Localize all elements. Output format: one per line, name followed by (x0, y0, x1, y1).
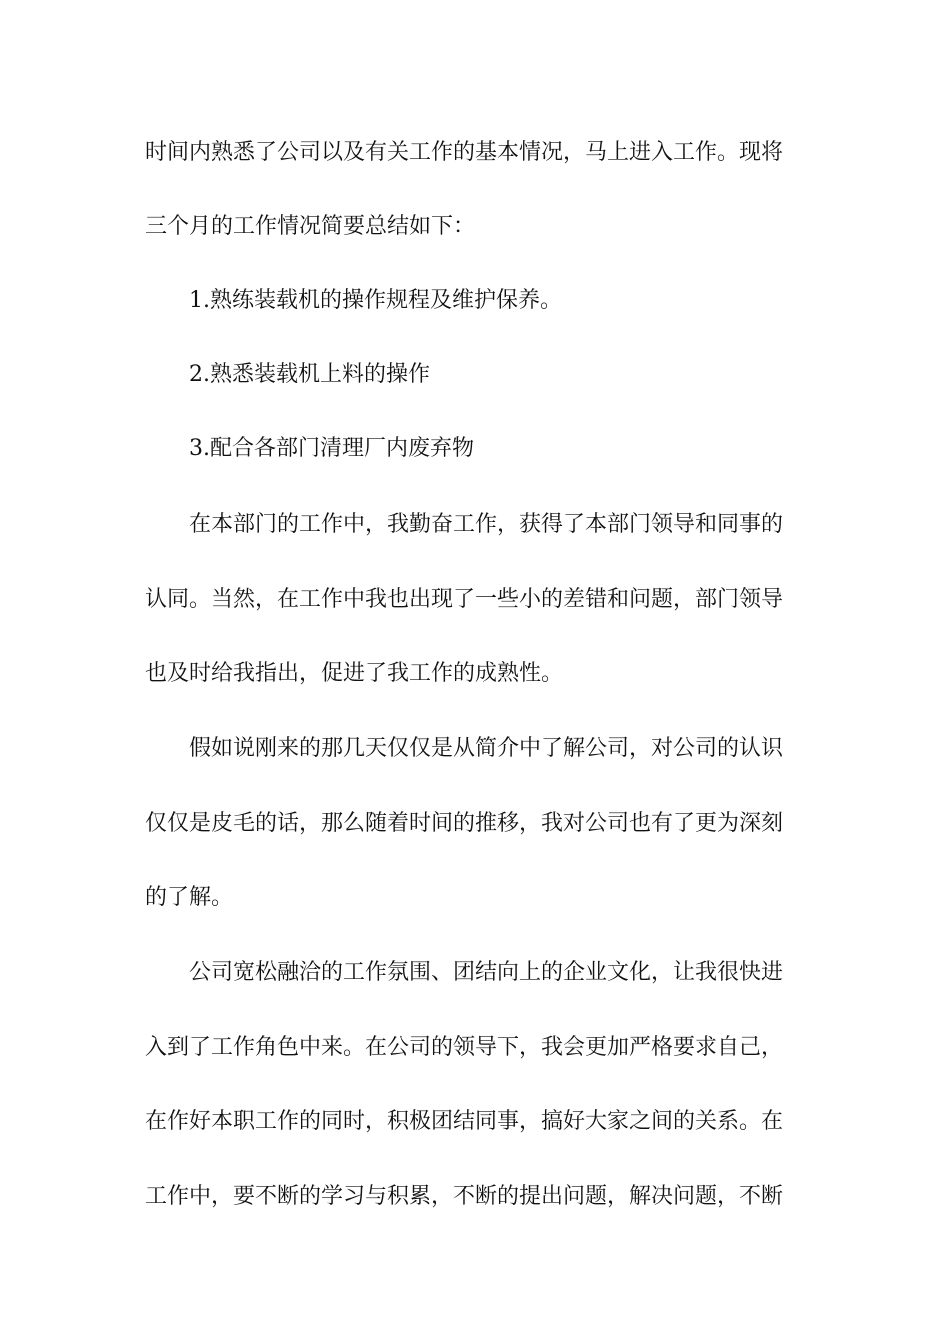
text-line: 三个月的工作情况简要总结如下： (145, 214, 476, 239)
text-line: 入到了工作角色中来。在公司的领导下，我会更加严格要求自己， (145, 1035, 784, 1060)
paragraph-first-line: 公司宽松融洽的工作氛围、团结向上的企业文化，让我很快进 (189, 960, 784, 985)
paragraph-first-line: 在本部门的工作中，我勤奋工作，获得了本部门领导和同事的 (189, 512, 784, 537)
text-line: 仅仅是皮毛的话，那么随着时间的推移，我对公司也有了更为深刻 (145, 811, 784, 836)
list-item: 3.配合各部门清理厂内废弃物 (189, 436, 474, 461)
text-line: 认同。当然，在工作中我也出现了一些小的差错和问题，部门领导 (145, 587, 784, 612)
paragraph-first-line: 假如说刚来的那几天仅仅是从简介中了解公司，对公司的认识 (189, 736, 784, 761)
text-line: 时间内熟悉了公司以及有关工作的基本情况，马上进入工作。现将 (145, 140, 784, 165)
text-line: 的了解。 (145, 885, 234, 910)
text-line: 工作中，要不断的学习与积累，不断的提出问题，解决问题，不断 (145, 1184, 784, 1209)
text-line: 也及时给我指出，促进了我工作的成熟性。 (145, 661, 564, 686)
list-item: 2.熟悉装载机上料的操作 (189, 362, 430, 387)
list-item: 1.熟练装载机的操作规程及维护保养。 (189, 288, 562, 313)
text-line: 在作好本职工作的同时，积极团结同事，搞好大家之间的关系。在 (145, 1109, 784, 1134)
